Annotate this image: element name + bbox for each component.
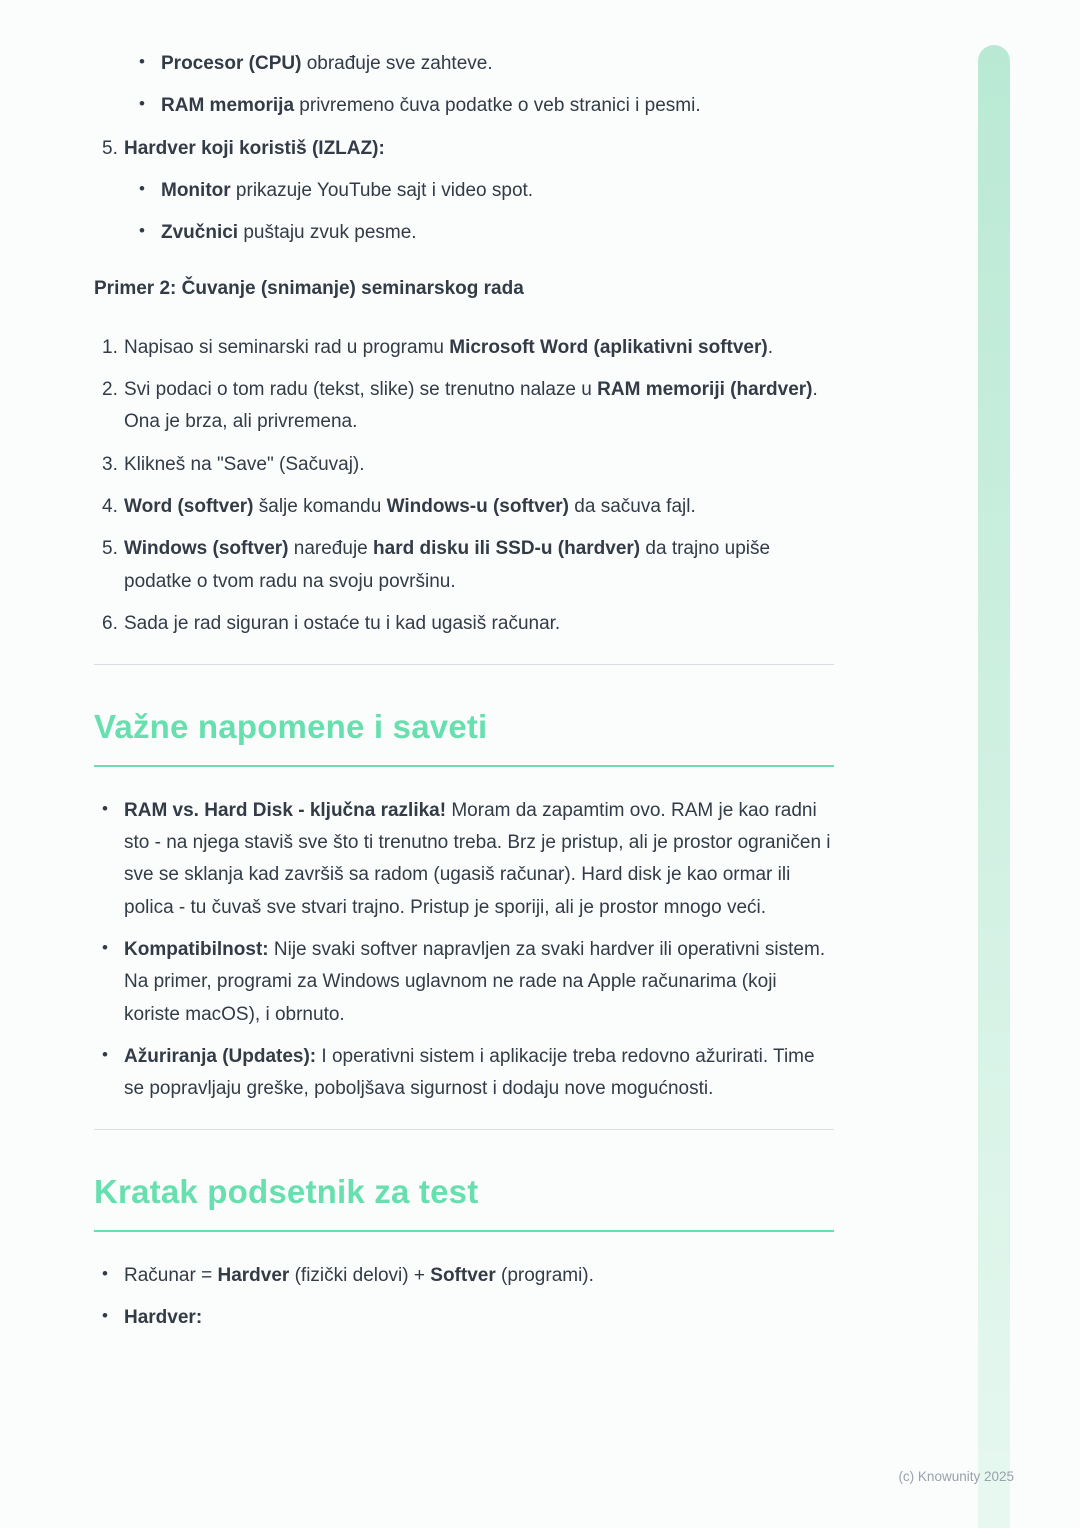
text-segment: (programi). <box>495 1265 594 1287</box>
text-segment: Nije svaki softver napravljen za svaki hardver ili operativni sistem. Na primer, programi za Windows uglavnom ne rade na Apple računarima (koji koriste macOS), i obrnuto. <box>124 938 826 1025</box>
bullet-marker: • <box>139 94 145 114</box>
list-item <box>102 175 834 207</box>
paragraph <box>94 273 834 305</box>
list-item-text <box>161 217 834 249</box>
list-block <box>94 332 834 640</box>
list-item-text <box>124 1041 834 1106</box>
bold-text-segment: Word (softver) <box>124 495 254 517</box>
list-item <box>102 533 834 598</box>
bullet-marker: • <box>139 221 145 241</box>
text-segment: I operativni sistem i aplikacije treba redovno ažurirati. Time se popravljaju greške, poboljšava sigurnost i dodaju nove mogućnosti. <box>124 1045 815 1100</box>
divider <box>94 1129 834 1130</box>
bold-text-segment: Ažuriranja (Updates): <box>124 1045 317 1067</box>
bold-text-segment: hard disku ili SSD-u (hardver) <box>373 538 641 560</box>
number-marker: 2. <box>102 379 118 401</box>
bold-text-segment: Microsoft Word (aplikativni softver) <box>449 336 768 358</box>
list-item-text <box>124 608 834 640</box>
text-segment: Klikneš na "Save" (Sačuvaj). <box>124 453 365 475</box>
text-segment: da sačuva fajl. <box>569 495 696 517</box>
document-content <box>94 48 834 1359</box>
bullet-marker: • <box>102 1044 108 1064</box>
text-segment: da trajno upiše podatke o tvom radu na svoju površinu. <box>124 538 771 592</box>
list-item <box>102 608 834 640</box>
bold-text-segment: Hardver koji koristiš (IZLAZ): <box>124 137 385 159</box>
list-item <box>102 217 834 249</box>
list-item-text <box>124 332 834 364</box>
text-segment: obrađuje sve zahteve. <box>301 53 493 74</box>
list-item-text <box>124 491 834 523</box>
bold-text-segment: Monitor <box>161 179 231 201</box>
bold-text-segment: Hardver: <box>124 1307 203 1329</box>
bold-text-segment: RAM vs. Hard Disk - ključna razlika! <box>124 799 447 821</box>
list-item-text <box>124 1302 834 1334</box>
bullet-marker: • <box>139 52 145 71</box>
bold-text-segment: Softver <box>430 1265 496 1287</box>
bullet-marker: • <box>139 178 145 198</box>
list-item <box>102 1041 834 1106</box>
list-item <box>102 795 834 924</box>
page-edge-accent-bar <box>978 45 1010 1528</box>
number-marker: 5. <box>102 137 118 159</box>
text-segment: Moram da zapamtim ovo. RAM je kao radni sto - na njega staviš sve što ti trenutno treba. Brz je pristup, ali je prostor ograničen i sve se sklanja kad završiš sa radom (ugasiš računar). Hard disk je kao ormar ili polica - tu čuvaš sve stvari trajno. Pristup je sporiji, ali je prostor mnogo veći. <box>124 799 831 918</box>
text-segment: šalje komandu <box>253 495 387 517</box>
bold-text-segment: Kompatibilnost: <box>124 938 269 960</box>
list-item-text <box>124 133 834 165</box>
list-block <box>94 48 834 249</box>
bold-text-segment: Procesor (CPU) <box>161 53 302 74</box>
text-segment: prikazuje YouTube sajt i video spot. <box>230 179 534 201</box>
list-item <box>102 374 834 439</box>
section-heading: Kratak podsetnik za test <box>94 1172 834 1232</box>
text-segment: Napisao si seminarski rad u programu <box>124 336 450 358</box>
list-item <box>102 332 834 364</box>
text-segment: privremeno čuva podatke o veb stranici i pesmi. <box>294 95 701 117</box>
bullet-marker: • <box>102 937 108 957</box>
list-item <box>102 1260 834 1292</box>
footer-credit: (c) Knowunity 2025 <box>898 1469 1014 1484</box>
list-item <box>102 934 834 1031</box>
list-item <box>102 449 834 481</box>
bold-text-segment: RAM memorija <box>161 95 295 117</box>
list-block <box>94 1260 834 1335</box>
bold-text-segment: Primer 2: Čuvanje (snimanje) seminarskog rada <box>94 278 524 300</box>
text-segment: . <box>767 336 773 358</box>
bold-text-segment: Windows (softver) <box>124 538 289 560</box>
text-segment: Svi podaci o tom radu (tekst, slike) se trenutno nalaze u <box>124 379 598 401</box>
number-marker: 1. <box>102 336 118 358</box>
list-item-text <box>124 374 834 439</box>
divider <box>94 664 834 665</box>
list-item-text <box>124 449 834 481</box>
text-segment: . Ona je brza, ali privremena. <box>124 379 818 433</box>
list-item-text <box>161 175 834 207</box>
list-item <box>102 90 834 122</box>
bullet-marker: • <box>102 798 108 818</box>
list-item-text <box>124 1260 834 1292</box>
list-item-text <box>124 934 834 1031</box>
text-segment: (fizički delovi) + <box>289 1265 431 1287</box>
list-block <box>94 795 834 1106</box>
list-item-text <box>161 48 834 80</box>
list-item <box>102 133 834 165</box>
bold-text-segment: Windows-u (softver) <box>386 495 569 517</box>
bold-text-segment: RAM memoriji (hardver) <box>597 379 813 401</box>
list-item-text <box>124 795 834 924</box>
bold-text-segment: Zvučnici <box>161 222 239 244</box>
number-marker: 4. <box>102 495 118 517</box>
text-segment: puštaju zvuk pesme. <box>238 222 417 244</box>
text-segment: Sada je rad siguran i ostaće tu i kad ugasiš računar. <box>124 612 561 634</box>
number-marker: 3. <box>102 453 118 475</box>
list-item <box>102 1302 834 1334</box>
number-marker: 6. <box>102 612 118 634</box>
text-segment: Računar = <box>124 1265 218 1287</box>
bullet-marker: • <box>102 1264 108 1284</box>
number-marker: 5. <box>102 538 118 560</box>
bullet-marker: • <box>102 1306 108 1326</box>
list-item-text <box>124 533 834 598</box>
list-item <box>102 48 834 80</box>
list-item <box>102 491 834 523</box>
list-item-text <box>161 90 834 122</box>
text-segment: naređuje <box>288 538 374 560</box>
bold-text-segment: Hardver <box>217 1265 290 1287</box>
section-heading: Važne napomene i saveti <box>94 707 834 767</box>
